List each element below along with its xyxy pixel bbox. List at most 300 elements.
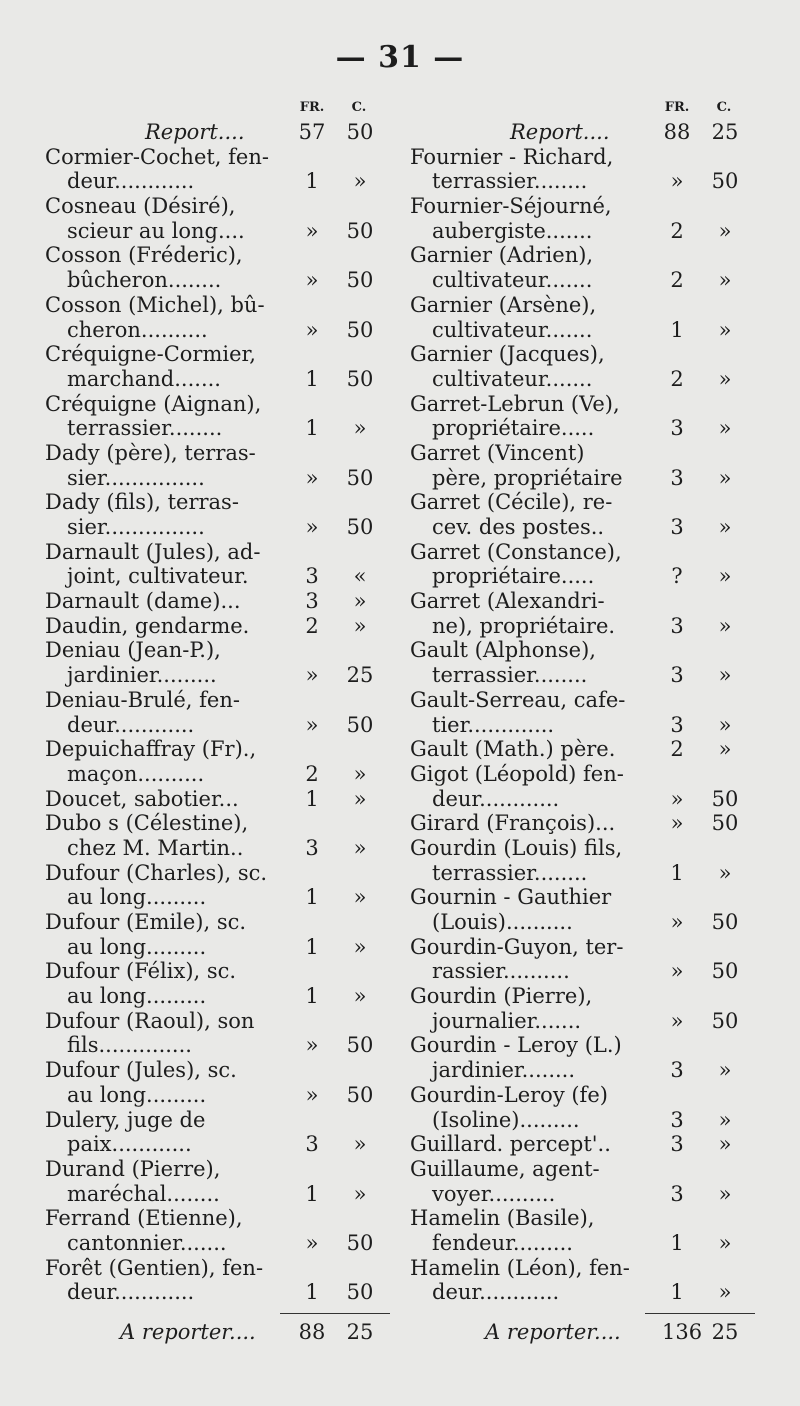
carry-forward-centimes: 25 [711,1320,739,1344]
entry-line [410,1182,740,1207]
francs-amount: » [305,515,319,539]
entry-text: Dufour (Félix), sc. [45,959,237,984]
entry-line [45,441,375,466]
entry-text: ne), propriétaire. [432,613,616,638]
carry-forward-row [45,1320,375,1345]
report-row [410,120,740,145]
entry-text: Gourdin (Pierre), [410,984,593,1009]
entry-line [410,836,740,861]
entry-line [410,910,740,935]
entry-text: jardinier........ [432,1058,576,1083]
entry-text: Durand (Pierre), [45,1156,221,1181]
entry-line [45,935,375,960]
entry-line [410,811,740,836]
entry-text: paix............ [67,1132,192,1157]
centimes-amount: » [353,786,367,811]
entry-text: Darnault (Jules), ad- [45,539,261,564]
entry-text: maçon.......... [67,761,205,786]
entry-text: cheron.......... [67,317,208,342]
entry-text: sier............... [67,465,205,490]
entry-line [410,416,740,441]
centimes-amount: 50 [346,120,374,144]
entry-line [45,787,375,812]
centimes-heading: C. [716,100,732,115]
entry-line [410,145,740,170]
entry-text: jardinier......... [67,663,217,688]
entry-line [410,194,740,219]
centimes-amount: 50 [346,218,374,243]
francs-amount: 1 [670,860,684,885]
francs-amount: » [670,811,684,836]
entry-text: Créquigne-Cormier, [45,342,256,367]
entry-line [45,811,375,836]
francs-amount: 1 [670,1230,684,1255]
entry-text: Dufour (Raoul), son [45,1008,255,1033]
entry-line [410,1157,740,1182]
entry-text: Garret (Constance), [410,539,622,564]
francs-amount: 1 [305,984,319,1009]
centimes-amount: » [718,613,732,638]
entry-text: Garret (Alexandri- [410,589,605,614]
centimes-amount: » [718,1058,732,1083]
entry-text: cev. des postes.. [432,515,605,539]
entry-text: Cormier-Cochet, fen- [45,144,269,169]
column-headings [410,100,740,120]
francs-amount: 3 [670,1058,684,1083]
francs-amount: » [305,465,319,490]
entry-line [410,515,740,540]
entry-text: Fournier - Richard, [410,144,614,169]
entry-text: aubergiste....... [432,218,593,243]
centimes-amount: » [353,885,367,910]
entry-line [45,861,375,886]
entry-line [45,713,375,738]
centimes-amount: » [353,984,367,1009]
entry-line [45,243,375,268]
francs-amount: ? [671,564,683,589]
entry-text: au long......... [67,1082,207,1107]
francs-amount: » [305,1082,319,1107]
entry-line [45,515,375,540]
francs-amount: » [670,169,684,194]
entry-text: Report.... [145,120,245,144]
entry-text: Guillaume, agent- [410,1156,600,1181]
entry-line [45,1256,375,1281]
entry-line [410,935,740,960]
entry-text: Gourdin-Guyon, ter- [410,934,624,959]
centimes-amount: 50 [711,786,739,811]
centimes-amount: » [718,712,732,737]
entry-text: tier............. [432,712,555,737]
entry-line [410,787,740,812]
centimes-amount: « [353,564,367,589]
centimes-amount: » [353,1132,367,1157]
francs-heading: FR. [664,100,690,115]
entry-text: chez M. Martin.. [67,835,244,860]
entry-text: Dady (père), terras- [45,440,256,465]
francs-amount: 88 [663,120,691,144]
centimes-amount: » [718,1280,732,1305]
entry-line [45,638,375,663]
entry-line [410,663,740,688]
francs-amount: 3 [305,835,319,860]
francs-amount: 3 [670,515,684,539]
entry-line [45,1033,375,1058]
entry-line [410,1132,740,1157]
entry-line [410,318,740,343]
centimes-amount: 50 [346,317,374,342]
entry-text: terrassier........ [67,416,223,441]
entry-text: au long......... [67,934,207,959]
carry-forward-francs: 88 [298,1320,326,1344]
entry-text: Gault (Math.) père. [410,737,616,762]
centimes-amount: 50 [346,1033,374,1058]
centimes-amount: » [718,317,732,342]
francs-amount: » [305,268,319,293]
entry-text: Hamelin (Léon), fen- [410,1255,630,1280]
entry-line [410,1033,740,1058]
entry-text: scieur au long.... [67,218,245,243]
centimes-amount: 50 [346,1230,374,1255]
entry-text: terrassier........ [432,860,588,885]
entry-text: père, propriétaire [432,465,623,490]
entry-line [45,737,375,762]
francs-amount: 3 [670,663,684,688]
entry-text: sier............... [67,515,205,539]
entry-line [410,342,740,367]
entry-line [45,663,375,688]
entry-line [45,194,375,219]
entry-text: Dufour (Charles), sc. [45,860,268,885]
entry-text: deur............ [67,1280,195,1305]
entry-line [410,1108,740,1133]
francs-amount: 1 [305,934,319,959]
total-rule [645,1313,755,1314]
entry-line [45,145,375,170]
entry-line [410,441,740,466]
entry-text: Depuichaffray (Fr)., [45,737,257,762]
entry-line [45,1182,375,1207]
column-headings [45,100,375,120]
column-right [410,100,740,1345]
francs-amount: » [670,786,684,811]
entry-line [410,169,740,194]
entry-line [45,219,375,244]
entry-line [410,1009,740,1034]
entry-text: cultivateur....... [432,317,593,342]
total-rule [280,1313,390,1314]
entry-line [410,984,740,1009]
centimes-amount: » [353,761,367,786]
francs-amount: 3 [305,589,319,614]
francs-amount: 1 [305,169,319,194]
centimes-amount: 50 [711,910,739,934]
centimes-amount: » [718,1230,732,1255]
entry-text: Darnault (dame)... [45,589,241,614]
entry-line [45,540,375,565]
centimes-amount: » [718,564,732,589]
carry-forward-francs: 136 [662,1320,703,1344]
francs-amount: 2 [670,218,684,243]
centimes-amount: » [718,218,732,243]
entry-line [410,762,740,787]
francs-amount: » [670,1008,684,1033]
entry-text: au long......... [67,984,207,1009]
francs-amount: 1 [305,1181,319,1206]
carry-forward-label: A reporter.... [120,1320,256,1344]
centimes-amount: » [353,835,367,860]
entry-line [410,861,740,886]
francs-amount: 2 [670,737,684,762]
entry-line [410,959,740,984]
entry-line [45,416,375,441]
entry-text: (Louis).......... [432,910,573,934]
centimes-amount: » [353,169,367,194]
entry-line [45,169,375,194]
francs-heading: FR. [299,100,325,115]
carry-forward-label: A reporter.... [485,1320,621,1344]
entry-line [410,885,740,910]
carry-forward-row [410,1320,740,1345]
entry-text: cultivateur....... [432,366,593,391]
entry-text: deur............ [67,712,195,737]
entry-list [410,120,740,1305]
centimes-amount: » [353,416,367,441]
francs-amount: » [670,959,684,984]
report-row [45,120,375,145]
centimes-amount: » [718,1181,732,1206]
entry-text: Garret (Vincent) [410,440,585,465]
entry-line [410,1280,740,1305]
centimes-amount: » [353,613,367,638]
entry-line [410,564,740,589]
page-number: — 31 — [335,40,465,75]
entry-line [410,638,740,663]
entry-text: Guillard. percept'.. [410,1132,611,1157]
entry-text: (Isoline)......... [432,1107,580,1132]
centimes-amount: 50 [711,169,739,194]
entry-text: Dubo s (Célestine), [45,811,249,836]
entry-text: rassier.......... [432,959,570,984]
centimes-amount: » [718,1132,732,1157]
entry-list [45,120,375,1305]
francs-amount: » [305,218,319,243]
entry-line [410,367,740,392]
entry-line [45,392,375,417]
entry-line [45,1206,375,1231]
entry-text: Hamelin (Basile), [410,1206,595,1231]
entry-line [410,392,740,417]
francs-amount: » [305,712,319,737]
centimes-amount: 25 [711,120,739,144]
francs-amount: 1 [305,885,319,910]
centimes-amount: » [353,589,367,614]
entry-line [45,1231,375,1256]
entry-text: marchand....... [67,366,221,391]
entry-text: terrassier........ [432,169,588,194]
entry-line [410,243,740,268]
entry-line [410,490,740,515]
entry-text: voyer.......... [432,1181,556,1206]
entry-line [45,885,375,910]
centimes-amount: » [718,416,732,441]
francs-amount: » [305,663,319,688]
entry-line [410,1206,740,1231]
entry-line [45,1132,375,1157]
entry-text: Garnier (Adrien), [410,243,594,268]
centimes-amount: 50 [711,811,739,836]
entry-line [45,984,375,1009]
entry-line [45,1108,375,1133]
entry-line [45,1058,375,1083]
entry-text: Gournin - Gauthier [410,885,612,910]
entry-text: Gourdin-Leroy (fe) [410,1082,608,1107]
francs-amount: 3 [670,465,684,490]
entry-line [45,318,375,343]
francs-amount: » [305,1230,319,1255]
entry-line [410,1231,740,1256]
entry-text: Cosson (Fréderic), [45,243,243,268]
entry-text: propriétaire..... [432,416,595,441]
centimes-amount: 50 [346,465,374,490]
centimes-amount: » [718,737,732,762]
entry-line [45,589,375,614]
francs-amount: 3 [670,1181,684,1206]
entry-text: Cosson (Michel), bû- [45,292,265,317]
francs-amount: 1 [305,416,319,441]
entry-line [410,1083,740,1108]
entry-text: Deniau-Brulé, fen- [45,687,240,712]
entry-text: deur............ [432,786,560,811]
entry-text: Dulery, juge de [45,1107,206,1132]
entry-text: Dady (fils), terras- [45,490,239,515]
entry-line [410,688,740,713]
entry-text: fendeur......... [432,1230,573,1255]
centimes-amount: » [353,934,367,959]
francs-amount: » [305,317,319,342]
entry-line [45,293,375,318]
francs-amount: » [670,910,684,934]
entry-line [45,1009,375,1034]
francs-amount: 1 [305,786,319,811]
entry-text: Gourdin - Leroy (L.) [410,1033,622,1058]
entry-text: Dufour (Jules), sc. [45,1058,237,1083]
centimes-amount: 50 [346,712,374,737]
centimes-amount: » [718,860,732,885]
centimes-amount: 50 [346,366,374,391]
entry-text: deur............ [432,1280,560,1305]
entry-text: Doucet, sabotier... [45,786,239,811]
francs-amount: 1 [305,366,319,391]
entry-line [45,959,375,984]
entry-line [410,268,740,293]
entry-text: Fournier-Séjourné, [410,194,612,219]
francs-amount: 2 [305,761,319,786]
entry-line [410,614,740,639]
entry-text: Gault-Serreau, cafe- [410,687,626,712]
entry-line [410,466,740,491]
entry-text: Girard (François)... [410,811,616,836]
entry-line [45,910,375,935]
centimes-amount: 50 [346,1280,374,1305]
francs-amount: 3 [670,1107,684,1132]
entry-line [410,589,740,614]
centimes-amount: 50 [711,1008,739,1033]
francs-amount: 1 [670,1280,684,1305]
entry-text: Gourdin (Louis) fils, [410,835,623,860]
centimes-amount: » [718,1107,732,1132]
centimes-amount: 25 [346,663,374,688]
centimes-amount: » [353,1181,367,1206]
francs-amount: 2 [670,366,684,391]
entry-text: Forêt (Gentien), fen- [45,1255,264,1280]
francs-amount: 1 [305,1280,319,1305]
entry-line [410,219,740,244]
entry-text: joint, cultivateur. [67,564,249,589]
entry-text: Ferrand (Etienne), [45,1206,243,1231]
entry-line [45,688,375,713]
francs-amount: 3 [670,416,684,441]
entry-text: journalier....... [432,1008,582,1033]
entry-text: Gigot (Léopold) fen- [410,761,624,786]
entry-line [45,466,375,491]
entry-line [45,614,375,639]
entry-line [45,342,375,367]
entry-line [410,1256,740,1281]
francs-amount: 3 [670,1132,684,1157]
entry-text: Dufour (Emile), sc. [45,910,247,934]
centimes-amount: » [718,465,732,490]
entry-text: bûcheron........ [67,268,222,293]
entry-text: deur............ [67,169,195,194]
entry-line [45,762,375,787]
centimes-amount: 50 [346,515,374,539]
entry-text: Garnier (Arsène), [410,292,597,317]
entry-text: cultivateur....... [432,268,593,293]
francs-amount: 3 [670,712,684,737]
entry-line [410,1058,740,1083]
entry-text: Gault (Alphonse), [410,638,596,663]
entry-text: Deniau (Jean-P.), [45,638,221,663]
francs-amount: 57 [298,120,326,144]
entry-text: Garret (Cécile), re- [410,490,613,515]
entry-text: terrassier........ [432,663,588,688]
francs-amount: » [305,1033,319,1058]
centimes-amount: » [718,366,732,391]
entry-line [45,490,375,515]
entry-text: Garnier (Jacques), [410,342,605,367]
carry-forward-centimes: 25 [346,1320,374,1344]
entry-line [45,564,375,589]
centimes-amount: 50 [346,268,374,293]
entry-text: au long......... [67,885,207,910]
centimes-amount: » [718,663,732,688]
centimes-amount: » [718,515,732,539]
centimes-heading: C. [351,100,367,115]
entry-line [45,367,375,392]
entry-line [45,1083,375,1108]
entry-line [410,737,740,762]
centimes-amount: 50 [346,1082,374,1107]
entry-line [45,268,375,293]
entry-text: cantonnier....... [67,1230,227,1255]
francs-amount: 2 [670,268,684,293]
entry-text: Report.... [510,120,610,144]
francs-amount: 3 [305,1132,319,1157]
entry-text: Daudin, gendarme. [45,613,250,638]
entry-text: Cosneau (Désiré), [45,194,236,219]
entry-text: Créquigne (Aignan), [45,391,262,416]
